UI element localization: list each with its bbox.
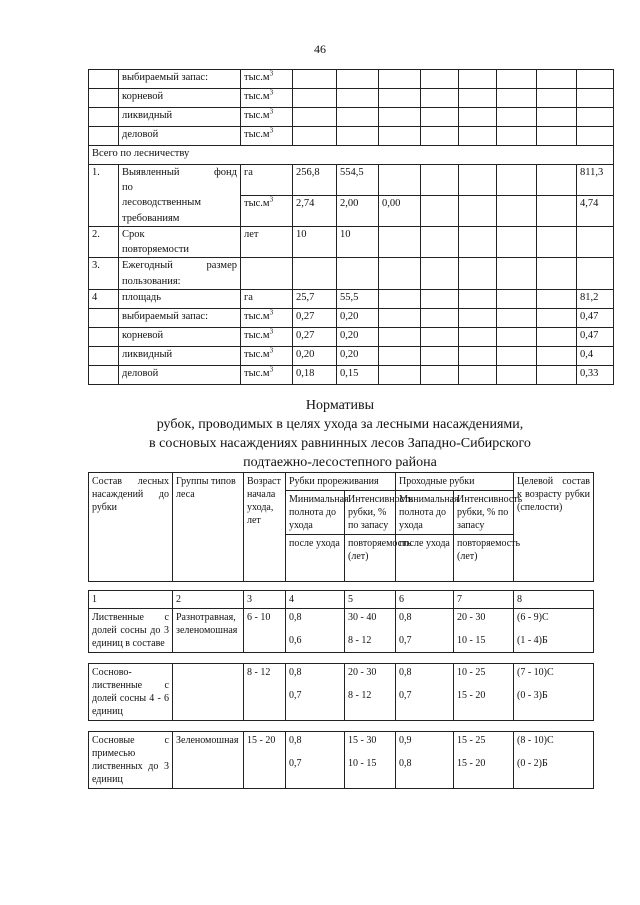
row-name: выбираемый запас: (119, 308, 241, 327)
value-cell: 0,47 (577, 327, 614, 346)
row-num (89, 308, 119, 327)
value-cell (459, 289, 497, 308)
row-name: корневой (119, 327, 241, 346)
forest-fund-table (88, 69, 614, 385)
table-row (89, 308, 614, 327)
header-row: Минимальная полнота до ухода Интенсивность рубки, % по запасу Минимальная полнота до ухода Интенсивность рубки, % по запасу (89, 491, 594, 535)
value-cell (379, 365, 421, 384)
age-cell: 15 - 20 (244, 732, 286, 789)
row-name: ликвидный (119, 108, 241, 127)
value-cell: 0,4 (577, 346, 614, 365)
value-cell: 0,20 (337, 308, 379, 327)
target-cell: (8 - 10)С (0 - 2)Б (514, 732, 594, 789)
intensity2-cell: 15 - 25 15 - 20 (454, 732, 514, 789)
value-cell (421, 308, 459, 327)
row-unit: $тыс.м^3$ (241, 308, 293, 327)
density2-cell: 0,8 0,7 (396, 609, 454, 653)
density2-cell: 0,8 0,7 (396, 664, 454, 721)
composition-cell: Сосновые с примесью лиственных до 3 единиц (89, 732, 173, 789)
col-header-target-composition: Целевой состав к возрасту рубки (спелости) (514, 473, 594, 582)
row-num (89, 127, 119, 146)
value-cell (497, 127, 537, 146)
value-cell: 0,20 (293, 346, 337, 365)
value-cell (459, 327, 497, 346)
value-cell: 0,47 (577, 308, 614, 327)
row-name: деловой (119, 127, 241, 146)
value-cell (459, 308, 497, 327)
row-num (89, 327, 119, 346)
value-cell: 0,15 (337, 365, 379, 384)
age-cell: 8 - 12 (244, 664, 286, 721)
value-cell (537, 108, 577, 127)
row-num (89, 346, 119, 365)
row-unit: $тыс.м^3$ (241, 195, 293, 226)
value-cell (459, 108, 497, 127)
table-row (89, 664, 594, 721)
value-cell: 0,18 (293, 365, 337, 384)
value-cell (459, 365, 497, 384)
row-num (89, 365, 119, 384)
value-cell (293, 89, 337, 108)
header-row (89, 473, 594, 491)
value-cell (379, 308, 421, 327)
density-cell: 0,8 0,7 (286, 664, 345, 721)
table-row (89, 70, 614, 89)
value-cell (459, 70, 497, 89)
value-cell (537, 346, 577, 365)
row-unit: $тыс.м^3$ (241, 70, 293, 89)
intensity-cell: 30 - 40 8 - 12 (345, 609, 396, 653)
row-name: Выявленный фонд по лесоводственным требованиям (119, 165, 241, 227)
col-header-passage-cutting: Проходные рубки (396, 473, 514, 491)
row-num: 1. (89, 165, 119, 227)
value-cell (379, 289, 421, 308)
page-number: 46 (314, 42, 326, 56)
value-cell (421, 108, 459, 127)
value-cell (537, 308, 577, 327)
value-cell (337, 108, 379, 127)
value-cell (421, 127, 459, 146)
section-row (89, 146, 614, 165)
row-unit: $тыс.м^3$ (241, 346, 293, 365)
intensity-cell: 20 - 30 8 - 12 (345, 664, 396, 721)
value-cell (537, 327, 577, 346)
intensity-cell: 15 - 30 10 - 15 (345, 732, 396, 789)
value-cell: 0,20 (337, 327, 379, 346)
value-cell (379, 108, 421, 127)
age-cell: 6 - 10 (244, 609, 286, 653)
density-cell: 0,8 0,6 (286, 609, 345, 653)
forest-type-cell: Зеленомошная (173, 732, 244, 789)
table1-bottom-rows (89, 289, 614, 384)
density-cell: 0,8 0,7 (286, 732, 345, 789)
intensity2-cell: 10 - 25 15 - 20 (454, 664, 514, 721)
value-cell (459, 346, 497, 365)
row-unit: га (241, 165, 293, 196)
value-cell: 25,7 (293, 289, 337, 308)
value-cell (337, 89, 379, 108)
value-cell (497, 89, 537, 108)
row-name: площадь (119, 289, 241, 308)
value-cell (577, 89, 614, 108)
table-row (89, 609, 594, 653)
value-cell (497, 289, 537, 308)
value-cell: 0,27 (293, 308, 337, 327)
value-cell (421, 346, 459, 365)
value-cell (379, 346, 421, 365)
value-cell: 81,2 (577, 289, 614, 308)
table-row (89, 732, 594, 789)
value-cell (421, 365, 459, 384)
table-row (89, 327, 614, 346)
thinning-norms-table (88, 472, 594, 789)
row-name: ликвидный (119, 346, 241, 365)
col-header-forest-type: Группы типов леса (173, 473, 244, 582)
table-row (89, 346, 614, 365)
density2-cell: 0,9 0,8 (396, 732, 454, 789)
intensity2-cell: 20 - 30 10 - 15 (454, 609, 514, 653)
col-header-thinning: Рубки прореживания (286, 473, 396, 491)
row-unit: $тыс.м^3$ (241, 127, 293, 146)
table2-body (89, 609, 594, 789)
section-label: Всего по лесничеству (89, 146, 614, 165)
row-name: деловой (119, 365, 241, 384)
value-cell: 0,33 (577, 365, 614, 384)
value-cell (577, 108, 614, 127)
table-row: $тыс.м^3$ 2,74 2,00 0,00 4,74 (89, 195, 614, 226)
value-cell: 0,27 (293, 327, 337, 346)
composition-cell: Лиственные с долей сосны до 3 единиц в составе (89, 609, 173, 653)
value-cell (421, 70, 459, 89)
col-header-age: Возраст начала ухода, лет (244, 473, 286, 582)
value-cell (497, 70, 537, 89)
value-cell (293, 108, 337, 127)
table-row (89, 108, 614, 127)
value-cell (293, 70, 337, 89)
row-unit: $тыс.м^3$ (241, 327, 293, 346)
value-cell (537, 89, 577, 108)
table-row (89, 89, 614, 108)
row-num (89, 108, 119, 127)
value-cell (497, 108, 537, 127)
table-row (89, 289, 614, 308)
row-unit: $тыс.м^3$ (241, 89, 293, 108)
value-cell (497, 365, 537, 384)
row-unit: $тыс.м^3$ (241, 108, 293, 127)
forest-type-cell: Разнотравная, зеленомошная (173, 609, 244, 653)
header-row: после ухода повторяемость (лет) после ухода повторяемость (лет) (89, 535, 594, 582)
column-number-row: 1 2 3 4 5 6 7 8 (89, 591, 594, 609)
value-cell (421, 289, 459, 308)
value-cell (337, 70, 379, 89)
value-cell (379, 327, 421, 346)
table-row: 1. Выявленный фонд по лесоводственным требованиям га 256,8 554,5 811,3 (89, 165, 614, 196)
value-cell: 0,20 (337, 346, 379, 365)
row-num: 4 (89, 289, 119, 308)
target-cell: (6 - 9)С (1 - 4)Б (514, 609, 594, 653)
value-cell (537, 365, 577, 384)
row-unit: $тыс.м^3$ (241, 365, 293, 384)
row-unit: га (241, 289, 293, 308)
value-cell (459, 127, 497, 146)
row-name: выбираемый запас: (119, 70, 241, 89)
table-row: 3. Ежегодный размер пользования: (89, 258, 614, 289)
value-cell: 55,5 (337, 289, 379, 308)
value-cell (459, 89, 497, 108)
value-cell (497, 346, 537, 365)
table-row: 2. Срок повторяемости лет 10 10 (89, 226, 614, 257)
composition-cell: Сосново-лиственные с долей сосны 4 - 6 единиц (89, 664, 173, 721)
value-cell (537, 289, 577, 308)
row-name: корневой (119, 89, 241, 108)
value-cell (577, 70, 614, 89)
value-cell (497, 327, 537, 346)
value-cell (421, 89, 459, 108)
value-cell (421, 327, 459, 346)
target-cell: (7 - 10)С (0 - 3)Б (514, 664, 594, 721)
forest-type-cell (173, 664, 244, 721)
value-cell (577, 127, 614, 146)
value-cell (497, 308, 537, 327)
value-cell (537, 70, 577, 89)
value-cell (379, 89, 421, 108)
value-cell (537, 127, 577, 146)
value-cell (337, 127, 379, 146)
col-header-composition: Состав лесных насаждений до рубки (89, 473, 173, 582)
value-cell (293, 127, 337, 146)
value-cell (379, 70, 421, 89)
value-cell (379, 127, 421, 146)
section-heading: Нормативы рубок, проводимых в целях ухода за лесными насаждениями, в сосновых насаждениях равнинных лесов Западно-Сибирского подтаежно-лесостепного района (149, 398, 531, 470)
table-row (89, 365, 614, 384)
table-row (89, 127, 614, 146)
row-num (89, 89, 119, 108)
table1-top-rows (89, 70, 614, 146)
row-num (89, 70, 119, 89)
